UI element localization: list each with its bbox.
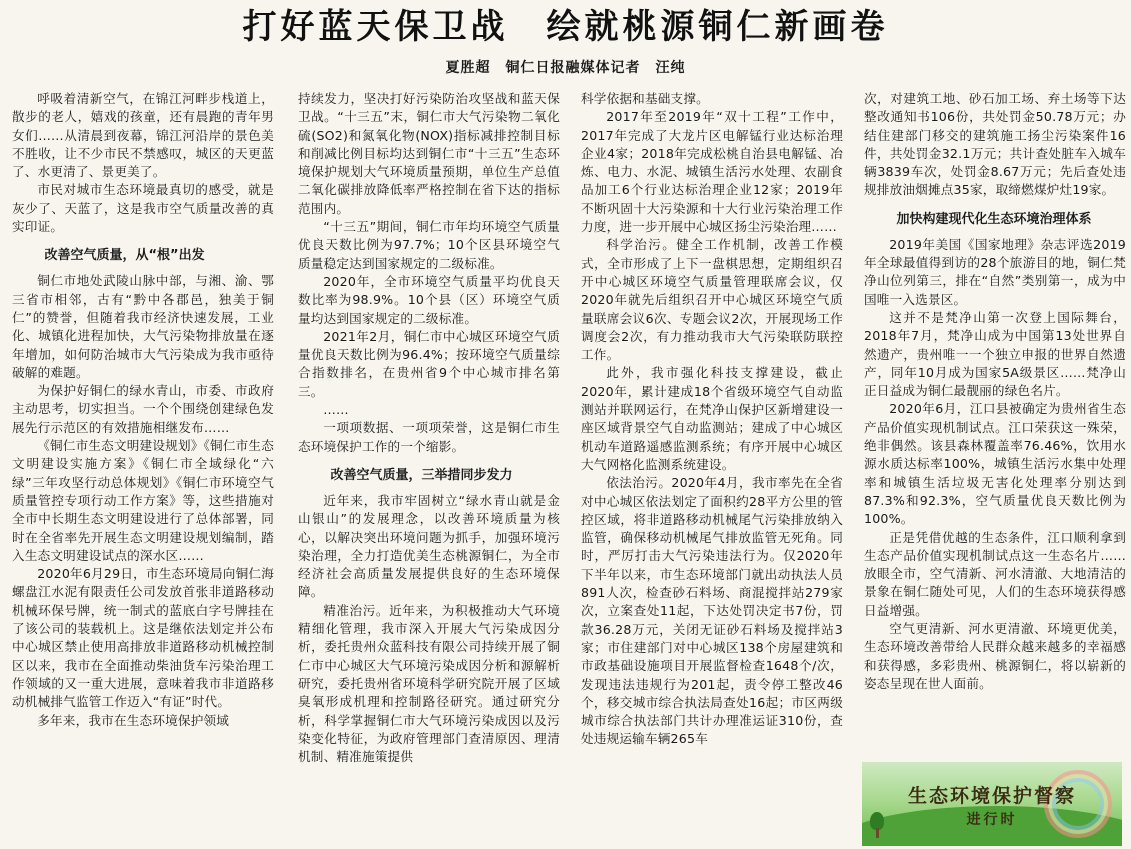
section-heading: 加快构建现代化生态环境治理体系 [896, 211, 1092, 227]
paragraph: 呼吸着清新空气，在锦江河畔步栈道上，散步的老人，嬉戏的孩童，还有晨跑的青年男女们……从清晨到夜幕，锦江河沿岸的景色美不胜收，让不少市民不禁感叹，城区的天更蓝了、水更清了、景更美了。 [12, 91, 274, 180]
column-2 [298, 90, 560, 849]
paragraph: 正是凭借优越的生态条件，江口顺利拿到生态产品价值实现机制试点这一生态名片……放眼全市，空气清新、河水清澈、大地清洁的景象在铜仁随处可见，人们的生态环境获得感日益增强。 [864, 529, 1126, 618]
section-heading: 改善空气质量，从“根”出发 [44, 248, 205, 264]
paragraph: 依法治污。2020年4月，我市率先在全省对中心城区依法划定了面积约28平方公里的管控区域，将非道路移动机械尾气污染排放纳入监管，确保移动机械尾气排放监管无死角。同时，严厉打击大气污染违法行为。仅2020年下半年以来，市生态环境部门就出动执法人员891人次，检查砂石料场、商混搅拌站279家次，立案查处11起，下达处罚决定书7份，罚款36.28万元，关闭无证砂石料场及搅拌站3家；市住建部门对中心城区138个房屋建筑和市政基础设施项目开展监督检查1648个/次，发现违法违规行为201起，责令停工整改46个，移交城市综合执法局查处16起；市区两级城市综合执法部门共计办理准运证310份，查处违规运输车辆265车 [581, 475, 843, 747]
banner-title: 生态环境保护督察 [907, 785, 1076, 807]
paragraph: 多年来，我市在生态环境保护领域 [37, 712, 230, 728]
headline: 打好蓝天保卫战 绘就桃源铜仁新画卷 [242, 7, 889, 47]
paragraph: 2020年6月29日，市生态环境局向铜仁海螺盘江水泥有限责任公司发放首张非道路移动机械环保号牌，统一制式的蓝底白字号牌挂在了该公司的装载机上。这是继依法划定并公布中心城区禁止使用高排放非道路移动机械控制区以来，我市在全面推动柴油货车污染治理工作领域的又一重大进展，意味着我市非道路移动机械排气监管工作迈入“有证”时代。 [12, 566, 274, 710]
paragraph: 精准治污。近年来，为积极推动大气环境精细化管理，我市深入开展大气污染成因分析，委托贵州众蓝科技有限公司持续开展了铜仁市中心城区大气环境污染成因分析和源解析研究，委托贵州省环境科学研究院开展了区域臭氧形成机理和控制路径研究。通过研究分析，科学掌握铜仁市大气环境污染成因以及污染变化特征，为政府管理部门查清原因、理清机制、精准施策提供 [298, 602, 560, 765]
paragraph: 2021年2月，铜仁市中心城区环境空气质量优良天数比例为96.4%；按环境空气质量综合指数排名，在贵州省9个中心城市排名第三。 [298, 328, 560, 399]
byline: 夏胜超 铜仁日报融媒体记者 汪纯 [445, 60, 686, 76]
ellipsis: …… [323, 402, 349, 418]
paragraph: 市民对城市生态环境最真切的感受，就是灰少了、天蓝了，这是我市空气质量改善的真实印证。 [12, 182, 274, 235]
paragraph: 这并不是梵净山第一次登上国际舞台，2018年7月，梵净山成为中国第13处世界自然遗产，贵州唯一一个独立申报的世界自然遗产，同年10月成为国家5A级景区……梵净山正日益成为铜仁最靓丽的绿色名片。 [864, 309, 1126, 399]
paragraph: 2019年美国《国家地理》杂志评选2019年全球最值得到访的28个旅游目的地，铜仁梵净山位列第三，排在“自然”类别第一，成为中国唯一入选景区。 [864, 236, 1126, 307]
column-1 [12, 90, 274, 849]
paragraph: 近年来，我市牢固树立“绿水青山就是金山银山”的发展理念，以改善环境质量为核心，以解决突出环境问题为抓手，加强环境污染治理，全力打造优美生态桃源铜仁，为全市经济社会高质量发展提供良好的生态环境保障。 [298, 492, 560, 600]
paragraph: 科学治污。健全工作机制，改善工作模式，全市形成了上下一盘棋思想，定期组织召开中心城区环境空气质量管理联席会议，仅2020年就先后组织召开中心城区环境空气质量联席会议6次、专题会议2次，开展现场工作调度会2次，有力推动我市大气污染联防联控工作。 [581, 237, 843, 363]
paragraph: 铜仁市地处武陵山脉中部，与湘、渝、鄂三省市相邻，古有“黔中各郡邑，独美于铜仁”的赞誉，但随着我市经济快速发展，工业化、城镇化进程加快，大气污染物排放量在逐年增加，如何防治城市大气污染成为我市亟待破解的难题。 [12, 273, 274, 380]
paragraph: “十三五”期间，铜仁市年均环境空气质量优良天数比例为97.7%；10个区县环境空气质量稳定达到国家规定的二级标准。 [298, 219, 560, 271]
column-3 [581, 90, 843, 849]
paragraph: 2017年至2019年“双十工程”工作中，2017年完成了大龙片区电解锰行业达标治理企业4家；2018年完成松桃自治县电解锰、冶炼、电力、水泥、城镇生活污水处理、农副食品加工6个行业达标治理企业12家；2019年不断巩固十大污染源和十大行业污染治理工作力度，进一步开展中心城区扬尘污染治理…… [581, 109, 843, 235]
paragraph: 科学依据和基础支撑。 [581, 91, 709, 106]
paragraph: 次，对建筑工地、砂石加工场、弃土场等下达整改通知书106份，共处罚金50.78万元；办结住建部门移交的建筑施工扬尘污染案件16件，共处罚金32.1万元；共计查处脏车入城车辆3839车次，处罚金8.67万元；先后查处违规排放油烟摊点35家，取缔燃煤炉灶19家。 [864, 91, 1126, 198]
column-4 [864, 90, 1126, 758]
paragraph: 一项项数据、一项项荣誉，这是铜仁市生态环境保护工作的一个缩影。 [298, 420, 560, 454]
banner-subtitle: 进行时 [966, 812, 1018, 828]
eco-inspection-banner [862, 762, 1122, 846]
paragraph: 持续发力，坚决打好污染防治攻坚战和蓝天保卫战。“十三五”末，铜仁市大气污染物二氧化硫(SO2)和氮氧化物(NOX)指标减排控制目标和削减比例目标均达到铜仁市“十三五”生态环境保护规划大气环境质量预期，单位生产总值二氧化碳排放降低率严格控制在省下达的指标范围内。 [298, 91, 560, 216]
paragraph: 2020年6月，江口县被确定为贵州省生态产品价值实现机制试点。江口荣获这一殊荣，绝非偶然。该县森林覆盖率76.46%，饮用水源水质达标率100%，城镇生活污水集中处理率和城镇生活垃圾无害化处理率分别达到87.3%和92.3%，空气质量优良天数比例为100%。 [864, 401, 1126, 527]
section-heading: 改善空气质量，三举措同步发力 [330, 467, 513, 483]
paragraph: 《铜仁市生态文明建设规划》《铜仁市生态文明建设实施方案》《铜仁市全域绿化“六绿”三年攻坚行动总体规划》《铜仁市环境空气质量管控专项行动工作方案》等，这些措施对全市中长期生态文明建设进行了总体部署，同时在全省率先开展生态文明建设规划编制，踏入生态文明建设试点的深水区…… [12, 438, 274, 563]
paragraph: 空气更清新、河水更清澈、环境更优美，生态环境改善带给人民群众越来越多的幸福感和获得感，多彩贵州、桃源铜仁，将以崭新的姿态呈现在世人面前。 [864, 621, 1126, 691]
paragraph: 2020年，全市环境空气质量平均优良天数比率为98.9%。10个县（区）环境空气质量均达到国家规定的二级标准。 [298, 273, 560, 326]
paragraph: 此外，我市强化科技支撑建设，截止2020年，累计建成18个省级环境空气自动监测站并联网运行，在梵净山保护区新增建设一座区域背景空气自动监测站；建成了中心城区机动车道路遥感监测系统；有序开展中心城区大气网格化监测系统建设。 [581, 365, 843, 472]
paragraph: 为保护好铜仁的绿水青山，市委、市政府主动思考，切实担当。一个个围绕创建绿色发展先行示范区的有效措施相继发布…… [12, 383, 274, 435]
